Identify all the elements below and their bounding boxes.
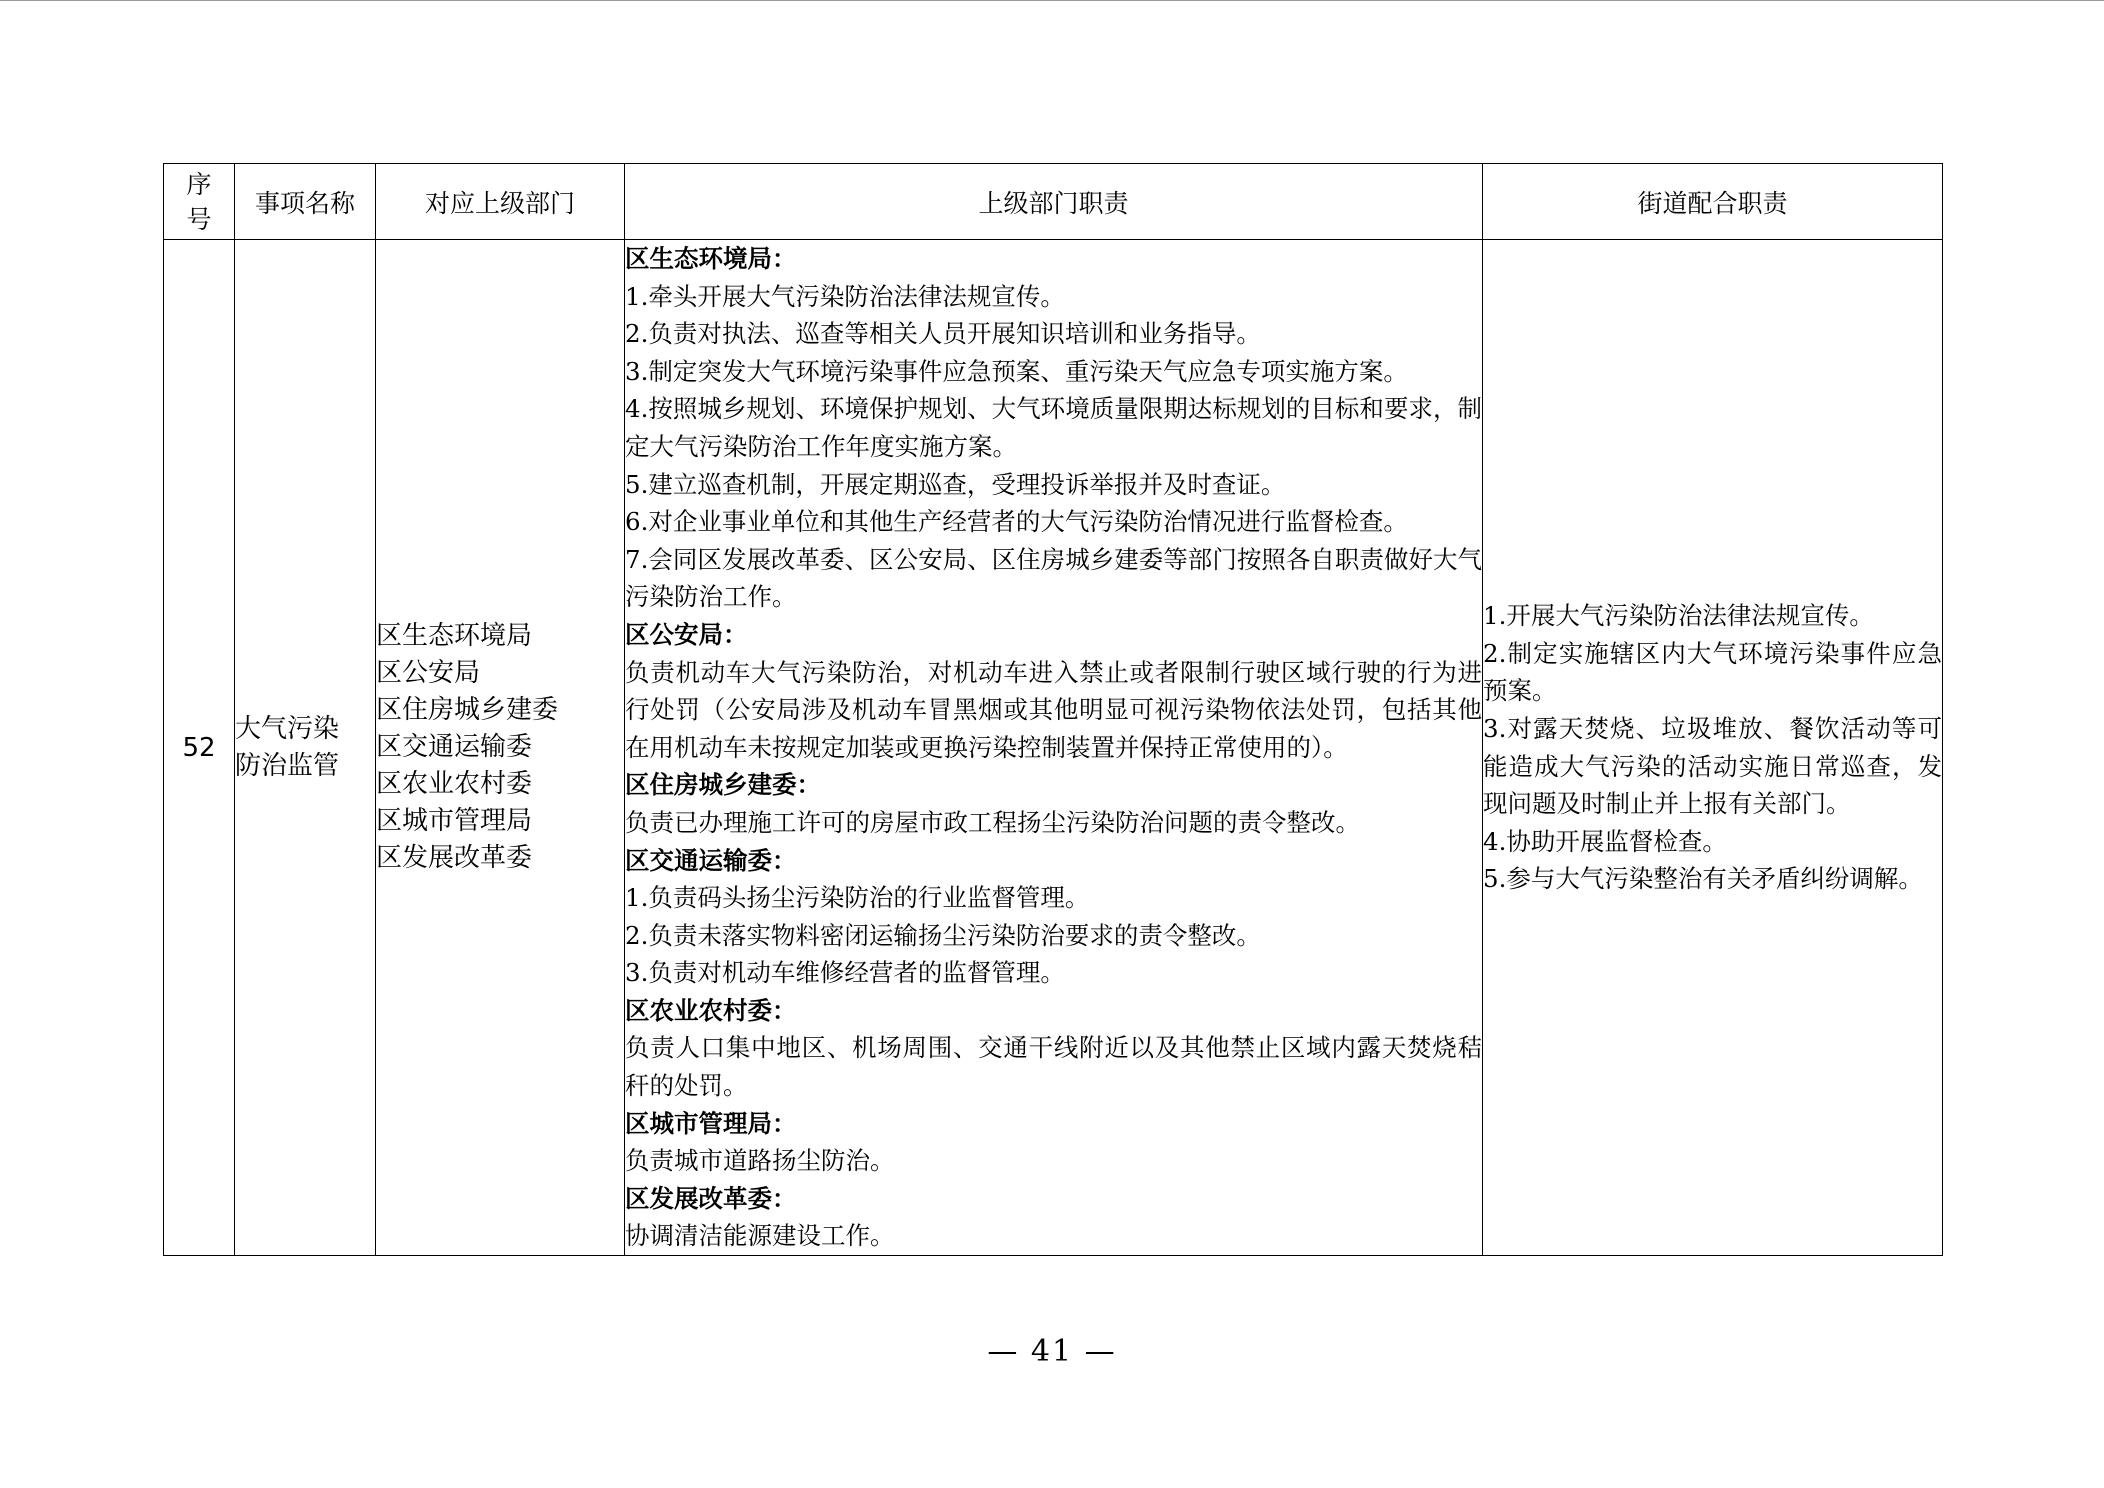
department-item: 区发展改革委 [376,843,533,874]
duty-item: 3.负责对机动车维修经营者的监督管理。 [625,958,1065,988]
street-duty-item: 4.协助开展监督检查。 [1483,826,1727,856]
duty-item: 4.按照城乡规划、环境保护规划、大气环境质量限期达标规划的目标和要求，制定大气污染防治工作年度实施方案。 [625,394,1482,461]
duty-item: 2.负责未落实物料密闭运输扬尘污染防治要求的责令整改。 [625,920,1261,950]
street-duty-item: 1.开展大气污染防治法律法规宣传。 [1483,601,1874,631]
duty-item: 协调清洁能源建设工作。 [625,1221,895,1251]
section-title: 区公安局： [625,619,748,649]
header-street-duties: 街道配合职责 [1483,164,1943,240]
row-departments [376,240,625,1256]
section-title: 区生态环境局： [625,244,797,273]
row-street-duties [1483,240,1943,1256]
street-duty-item: 3.对露天焚烧、垃圾堆放、餐饮活动等可能造成大气污染的活动实施日常巡查，发现问题及时制止并上报有关部门。 [1483,713,1942,819]
table-row [164,240,1943,1256]
department-item: 区生态环境局 [376,621,533,652]
page-top-border [0,0,2104,1]
duty-item: 3.制定突发大气环境污染事件应急预案、重污染天气应急专项实施方案。 [625,356,1408,386]
duty-item: 负责城市道路扬尘防治。 [625,1146,895,1176]
header-superior-duties: 上级部门职责 [625,164,1483,240]
department-item: 区交通运输委 [376,732,533,763]
street-duty-item: 5.参与大气污染整治有关矛盾纠纷调解。 [1483,864,1923,894]
department-item: 区城市管理局 [376,806,533,837]
header-superior-department: 对应上级部门 [376,164,625,240]
duty-item: 7.会同区发展改革委、区公安局、区住房城乡建委等部门按照各自职责做好大气污染防治工作。 [625,544,1482,612]
section-title: 区农业农村委： [625,995,797,1025]
department-item: 区住房城乡建委 [376,695,559,726]
row-item-name: 大气污染 防治监管 [235,240,376,1256]
duty-item: 负责人口集中地区、机场周围、交通干线附近以及其他禁止区域内露天焚烧秸秆的处罚。 [625,1033,1482,1101]
row-serial-number: 52 [164,240,235,1256]
duty-item: 负责已办理施工许可的房屋市政工程扬尘污染防治问题的责令整改。 [625,807,1360,837]
department-item: 区公安局 [376,658,481,689]
section-title: 区城市管理局： [625,1108,797,1138]
duty-item: 1.牵头开展大气污染防治法律法规宣传。 [625,281,1065,311]
street-duty-item: 2.制定实施辖区内大气环境污染事件应急预案。 [1483,638,1942,706]
header-item-name: 事项名称 [235,164,376,240]
duty-item: 6.对企业事业单位和其他生产经营者的大气污染防治情况进行监督检查。 [625,507,1408,537]
duty-item: 负责机动车大气污染防治，对机动车进入禁止或者限制行驶区域行驶的行为进行处罚（公安局涉及机动车冒黑烟或其他明显可视污染物依法处罚，包括其他在用机动车未按规定加装或更换污染控制装置并保持正常使用的）。 [625,657,1482,762]
duty-table [163,163,1943,1256]
section-title: 区住房城乡建委： [625,770,821,800]
header-serial-number: 序 号 [164,164,235,240]
row-superior-duties [625,240,1483,1256]
duty-item: 1.负责码头扬尘污染防治的行业监督管理。 [625,883,1090,913]
duty-item: 5.建立巡查机制，开展定期巡查，受理投诉举报并及时查证。 [625,469,1286,499]
department-item: 区农业农村委 [376,769,533,800]
page-number: — 41 — [987,1334,1117,1369]
duty-item: 2.负责对执法、巡查等相关人员开展知识培训和业务指导。 [625,319,1261,349]
section-title: 区发展改革委： [625,1183,797,1213]
table-header-row [164,164,1943,240]
section-title: 区交通运输委： [625,845,797,875]
